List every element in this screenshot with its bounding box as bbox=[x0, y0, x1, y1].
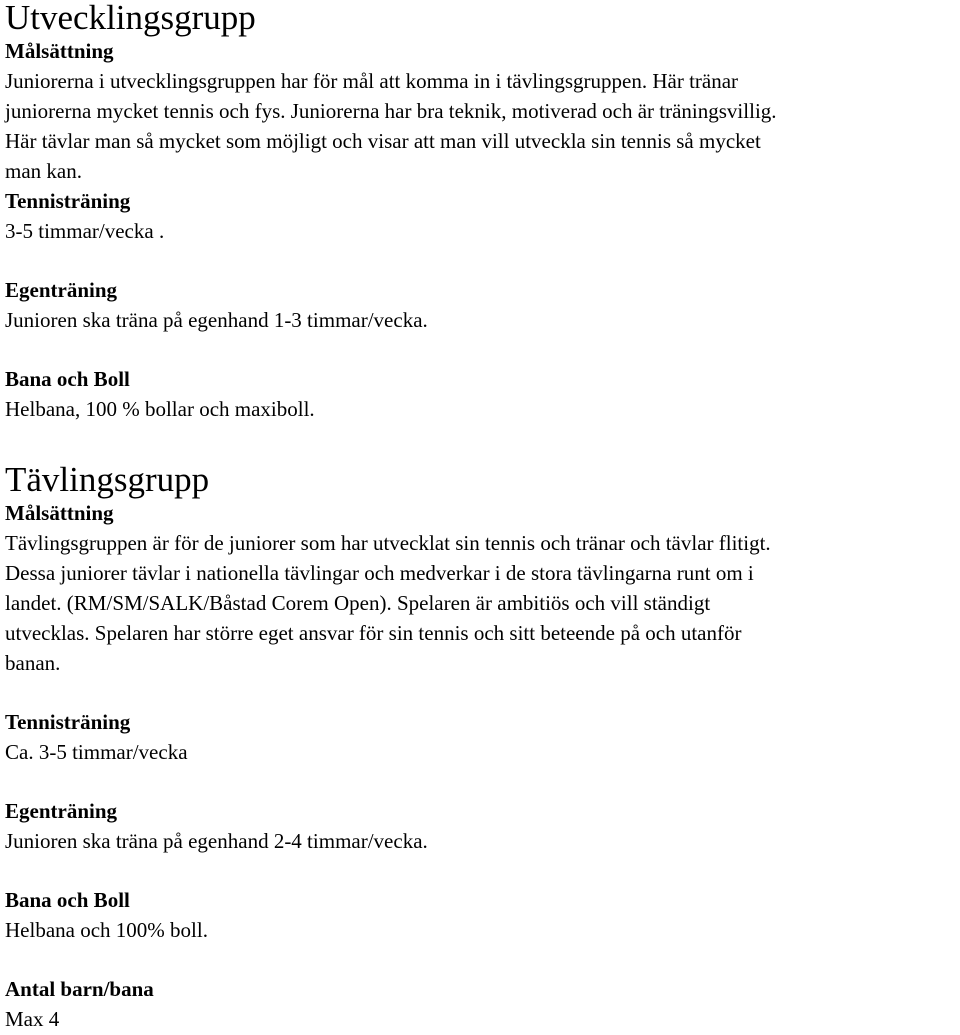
goal-label: Målsättning bbox=[5, 39, 114, 63]
goal-line: Dessa juniorer tävlar i nationella tävlingar och medverkar i de stora tävlingarna runt om i bbox=[5, 561, 754, 585]
goal-line: banan. bbox=[5, 651, 61, 675]
section-title: Tävlingsgrupp bbox=[5, 460, 210, 499]
tennis-training-label: Tennisträning bbox=[5, 710, 131, 734]
court-ball-text: Helbana, 100 % bollar och maxiboll. bbox=[5, 397, 315, 421]
section-utvecklingsgrupp bbox=[5, 0, 777, 424]
kids-per-court-text: Max 4 bbox=[5, 1007, 60, 1031]
goal-label: Målsättning bbox=[5, 501, 114, 525]
tennis-training-label: Tennisträning bbox=[5, 189, 131, 213]
goal-line: Tävlingsgruppen är för de juniorer som har utvecklat sin tennis och tränar och tävlar flitigt. bbox=[5, 531, 771, 555]
own-training-text: Junioren ska träna på egenhand 2-4 timmar/vecka. bbox=[5, 829, 428, 853]
court-ball-text: Helbana och 100% boll. bbox=[5, 918, 208, 942]
own-training-text: Junioren ska träna på egenhand 1-3 timmar/vecka. bbox=[5, 308, 428, 332]
section-tavlingsgrupp bbox=[5, 462, 771, 1034]
tennis-training-text: 3-5 timmar/vecka . bbox=[5, 219, 165, 243]
goal-line: man kan. bbox=[5, 159, 82, 183]
kids-per-court-label: Antal barn/bana bbox=[5, 977, 154, 1001]
goal-text bbox=[5, 66, 777, 186]
goal-text bbox=[5, 528, 771, 678]
goal-line: landet. (RM/SM/SALK/Båstad Corem Open). Spelaren är ambitiös och vill ständigt bbox=[5, 591, 711, 615]
section-title: Utvecklingsgrupp bbox=[5, 0, 256, 37]
court-ball-label: Bana och Boll bbox=[5, 888, 130, 912]
own-training-label: Egenträning bbox=[5, 799, 118, 823]
goal-line: Här tävlar man så mycket som möjligt och visar att man vill utveckla sin tennis så mycket bbox=[5, 129, 761, 153]
goal-line: juniorerna mycket tennis och fys. Juniorerna har bra teknik, motiverad och är träningsvillig. bbox=[5, 99, 777, 123]
own-training-label: Egenträning bbox=[5, 278, 118, 302]
court-ball-label: Bana och Boll bbox=[5, 367, 130, 391]
goal-line: utvecklas. Spelaren har större eget ansvar för sin tennis och sitt beteende på och utanför bbox=[5, 621, 742, 645]
tennis-training-text: Ca. 3-5 timmar/vecka bbox=[5, 740, 188, 764]
goal-line: Juniorerna i utvecklingsgruppen har för mål att komma in i tävlingsgruppen. Här tränar bbox=[5, 69, 739, 93]
